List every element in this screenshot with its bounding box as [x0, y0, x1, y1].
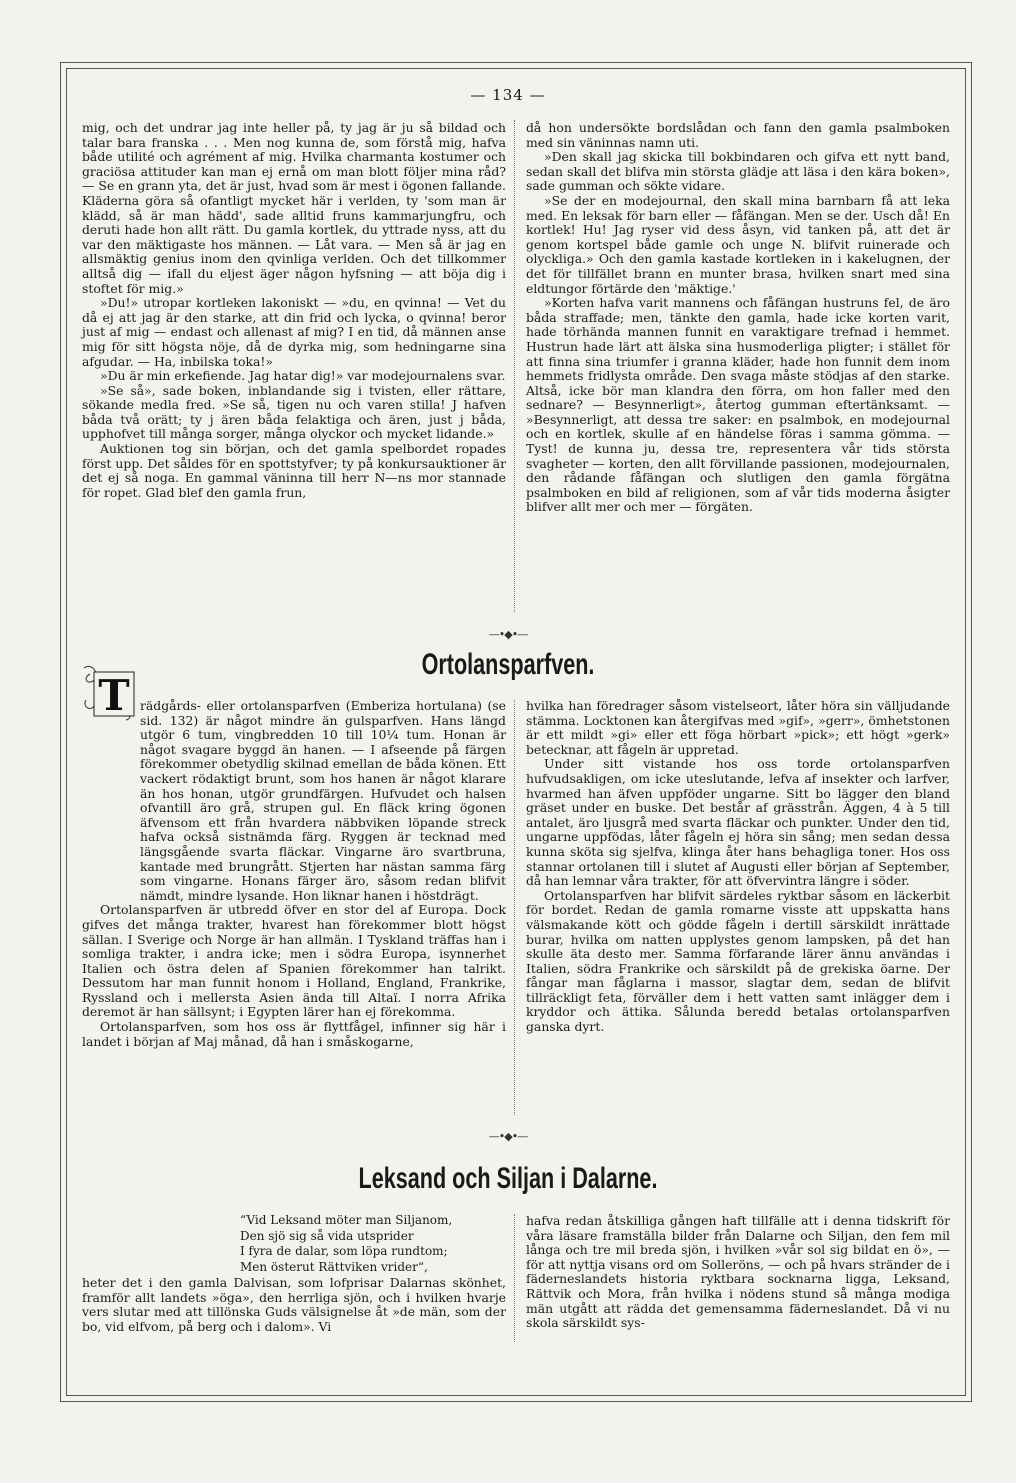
page-number: — 134 —	[470, 86, 546, 104]
paragraph: Ortolansparfven har blifvit särdeles ryktbar såsom en läckerbit för bordet. Redan de gamla romarne visste att uppskatta hans välsmakande kött och gödde fågeln i dertill särskildt inrättade burar, hvilka om natten upplystes genom lampsken, på det han skulle äta desto mer. Samma förfarande lärer ännu användas i Italien, södra Frankrike och särskildt på de grekiska öarne. Der fångar man fåglarna i massor, slagtar dem, sedan de blifvit tillräckligt feta, förväller dem i hett vatten samt inlägger dem i kryddor och ättika. Sålunda beredd betalas ortolansparfven ganska dyrt.	[526, 887, 950, 1035]
paragraph: mig, och det undrar jag inte heller på, ty jag är ju så bildad och talar bara franska . . . Men nog kunna de, som förstå mig, hafva både utilité och agrément af mig. Hvilka charmanta kostumer och graciösa attituder kan man ej ernå om man blott följer mina råd? — Se en grann yta, det är just, hvad som är mest i ögonen fallande. Kläderna göra så ofantligt mycket här i verlden, ty 'som man är klädd, så är man hädd', sade alltid fruns kammarjungfru, och deruti hade hon allt rätt. Du gamla kortlek, du yttrade nyss, att du var den mäktigaste hos männen. — Låt vara. — Men så är jag en allsmäktig genius inom den qvinliga verlden. Och det tillkommer alltså dig — ifall du eljest äger någon hyfsning — att böja dig i stoftet för mig.»	[82, 120, 506, 296]
poem-line: Den sjö sig så vida utsprider	[240, 1228, 414, 1243]
poem-line: Men österut Rättviken vrider“,	[240, 1259, 428, 1274]
ortolan-right-column	[526, 699, 950, 1035]
column-divider	[514, 120, 515, 612]
paragraph: »Se så», sade boken, inblandande sig i tvisten, eller rättare, sökande medla fred. »Se så, tigen nu och varen stilla! J hafven båda två orätt; ty j ären båda felaktiga och ären, just j båda, upphofvet till många sorger, många olyckor och mycket lidande.»	[82, 382, 506, 442]
paragraph: Ortolansparfven, som hos oss är flyttfågel, infinner sig här i landet i början af Maj månad, då han i småskogarne,	[82, 1019, 506, 1049]
story-left-column	[82, 121, 506, 500]
paragraph: Ortolansparfven är utbredd öfver en stor del af Europa. Dock gifves det många trakter, hvarest han förekommer blott högst sällan. I Sverige och Norge är han allmän. I Tyskland träffas han i somliga trakter, i andra icke; men i södra Europa, isynnerhet Italien och östra delen af Spanien förekommer han talrikt. Dessutom har man funnit honom i Holland, England, Frankrike, Ryssland och i mellersta Asien ända till Altaï. I norra Afrika deremot är han sällsynt; i Egypten lärer han ej förekomma.	[82, 902, 506, 1020]
ornament-divider: —•◆•—	[488, 1130, 528, 1143]
paragraph: »Den skall jag skicka till bokbindaren och gifva ett nytt band, sedan skall det blifva min största glädje att läsa i den kära boken», sade gumman och sökte vidare.	[526, 149, 950, 194]
leksand-right-column	[526, 1214, 950, 1331]
paragraph: Under sitt vistande hos oss torde ortolansparfven hufvudsakligen, om icke uteslutande, lefva af insekter och larfver, hvarmed han äfven uppföder ungarne. Sitt bo lägger den bland gräset under en buske. Det består af grässtrån. Äggen, 4 à 5 till antalet, äro ljusgrå med svarta fläckar och punkter. Under den tid, ungarne uppfödas, låter fågeln ej höra sin sång; men sedan dessa kunna sköta sig sjelfva, klinga åter hans behagliga toner. Hos oss stannar ortolanen till i slutet af Augusti eller början af September, då han lemnar våra trakter, för att öfvervintra längre i söder.	[526, 756, 950, 889]
paragraph: rädgårds- eller ortolansparfven (Emberiza hortulana) (se sid. 132) är något mindre än gulsparfven. Hans längd utgör 6 tum, vingbredden 10 till 10¼ tum. Honan är något svagare byggd än hanen. — I afseende på färgen förekommer obetydlig skilnad emellan de båda könen. Ett vackert rödaktigt brunt, som hos hanen är något klarare än hos honan, utgör grundfärgen. Hufvudet och halsen ofvantill äro grå, strupen gul. En fläck kring ögonen äfvensom ett från hvardera näbbviken löpande streck hafva också sistnämda färg. Ryggen är tecknad med längsgående svarta fläckar. Vingarne äro svartbruna, kantade med brungrått. Stjerten har nästan samma färg som vingarne. Honans färger äro, såsom redan blifvit nämdt, mindre lysande. Hon liknar hanen i höstdrägt.	[140, 698, 506, 903]
leksand-left-column	[82, 1276, 506, 1334]
poem-line: I fyra de dalar, som löpa rundtom;	[240, 1244, 448, 1259]
poem-quote	[240, 1213, 500, 1275]
paragraph: Auktionen tog sin början, och det gamla spelbordet ropades först upp. Det såldes för en spottstyfver; ty på konkursauktioner är det ej så noga. En gammal väninna till herr N—ns mor stannade för ropet. Glad blef den gamla frun,	[82, 441, 506, 500]
poem-line: “Vid Leksand möter man Siljanom,	[240, 1213, 453, 1227]
paragraph: »Korten hafva varit mannens och fåfängan hustruns fel, de äro båda straffade; men, tänkte den gamla, hade icke korten varit, hade törhända mannen funnit en varaktigare trefnad i hemmet. Hustrun hade lärt att älska sina husmoderliga pligter; i stället för att finna sina triumfer i granna kläder, hade hon funnit dem inom hemmets fridlysta område. Den svaga måste stödjas af den starke. Altså, icke bör man klandra den förra, om hon faller med den sednare? — Besynnerligt», återtog gumman eftertänksamt. — »Besynnerligt, att dessa tre saker: en psalmbok, en modejournal och en kortlek, skulle af en händelse föras i samma gömma. — Tyst! de kunna ju, dessa tre, representera vår tids största svagheter — korten, den allt förvillande passionen, modejournalen, den rådande fåfängan och slutligen den gamla förgätna psalmboken en bild af religionen, som af vår tids moderna åsigter blifver allt mer och mer — förgäten.	[526, 295, 950, 515]
paragraph: »Se der en modejournal, den skall mina barnbarn få att leka med. En leksak för barn eller — fåfängan. Men se der. Usch då! En kortlek! Hu! Jag ryser vid dess åsyn, vid tanken på, att det är genom kortspel både gamle och unge N. blifvit ruinerade och olyckliga.» Och den gamla kastade kortleken in i kakelugnen, der det för tillfället brann en munter brasa, hvilken snart med sina eldtungor förtärde den 'mäktige.'	[526, 192, 950, 296]
story-right-column	[526, 121, 950, 515]
paragraph: »Du!» utropar kortleken lakoniskt — »du, en qvinna! — Vet du då ej att jag är den starke, att din frid och lycka, o qvinna! beror just af mig — endast och allenast af mig? I en tid, då männen anse mig för sitt högsta nöje, då de dyrka mig, som hedningarne sina afgudar. — Ha, inbilska toka!»	[82, 295, 506, 369]
paragraph: hafva redan åtskilliga gången haft tillfälle att i denna tidskrift för våra läsare framställa bilder från Dalarne och Siljan, den fem mil långa och tre mil breda sjön, i hvilken »vår sol sig bildat en ö», — för att nyttja visans ord om Solleröns, — och på hvars stränder de i fäderneslandets historia ryktbara socknarna ligga, Leksand, Rättvik och Mora, från hvilka i nödens stund så många modiga män utgått att rädda det gemensamma fäderneslandet. Då vi nu skola särskildt sys-	[526, 1213, 950, 1331]
ortolan-left-column	[82, 699, 506, 1049]
article-title-ortolan: Ortolansparfven.	[421, 648, 595, 681]
drop-cap-letter: T	[98, 671, 130, 720]
column-divider	[514, 700, 515, 1115]
column-divider	[514, 1214, 515, 1342]
paragraph: då hon undersökte bordslådan och fann den gamla psalmboken med sin väninnas namn uti.	[526, 120, 950, 150]
article-title-leksand: Leksand och Siljan i Dalarne.	[358, 1162, 658, 1195]
paragraph: heter det i den gamla Dalvisan, som lofprisar Dalarnas skönhet, framför allt landets »öga», den herrliga sjön, och i hvilken hvarje vers slutar med att tillönska Guds välsignelse åt »de män, som der bo, vid elfvom, på berg och i dalom». Vi	[82, 1275, 506, 1334]
paragraph: »Du är min erkefiende. Jag hatar dig!» var modejournalens svar.	[100, 368, 506, 384]
ornament-divider: —•◆•—	[488, 628, 528, 641]
paragraph: hvilka han föredrager såsom vistelseort, låter höra sin välljudande stämma. Locktonen kan återgifvas med »gif», »gerr», ömhetstonen är ett mildt »gi» eller ett föga hörbart »pick»; ett högt »gerk» betecknar, att fågeln är uppretad.	[526, 698, 950, 757]
